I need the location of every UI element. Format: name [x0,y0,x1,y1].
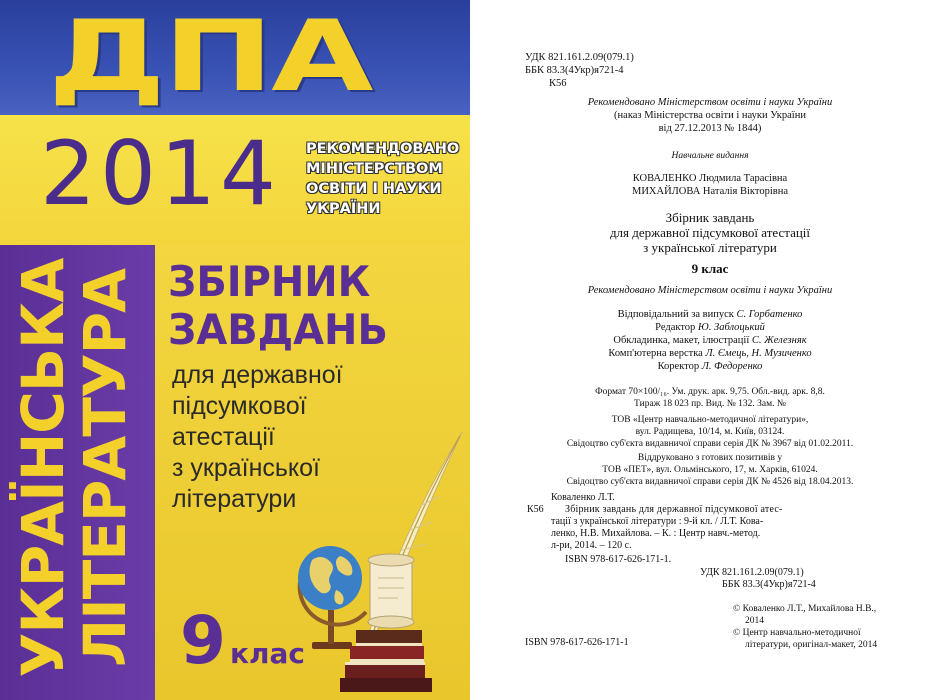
book-grade: 9 клас [691,261,729,276]
grade-number: 9 [180,602,226,679]
printer-line-3: Свідоцтво суб'єкта видавничої справи серія ДК № 4526 від 18.04.2013. [566,477,854,487]
udk: УДК 821.161.2.09(079.1) [525,52,634,63]
author-1: КОВАЛЕНКО Людмила Тарасівна [632,173,788,184]
cover-year: 2014 [40,122,280,225]
recommended-line: УКРАЇНИ [306,201,381,217]
subject-line: УКРАЇНСЬКА [9,258,77,678]
book-title-2: для державної підсумкової атестації [609,225,811,240]
credit-line [545,347,875,360]
title-line: ЗБІРНИК [168,257,371,306]
order-date: від 27.12.2013 № 1844) [658,123,762,134]
printer-line-1: Віддруковано з готових позитивів у [637,453,783,463]
order-note: (наказ Міністерства освіти і науки України [614,110,806,121]
catalog-isbn: ISBN 978-617-626-171-1. [565,554,672,565]
recommended-line: МІНІСТЕРСТВОМ [306,161,443,177]
subtitle-line: для державної [172,361,343,389]
credit-line [545,321,875,334]
credit-name: С. Горбатенко [736,309,803,320]
credit-role: Комп'ютерна верстка [608,348,706,359]
subtitle-line: атестації [172,423,275,451]
catalog-author: Коваленко Л.Т. [551,492,615,503]
publisher-line-2: вул. Радищева, 10/14, м. Київ, 03124. [635,427,785,437]
catalog-line-4: л-ри, 2014. – 120 с. [551,540,632,551]
recommended-note: Рекомендовано Міністерством освіти і науки України [587,97,833,108]
author-2: МИХАЙЛОВА Наталія Вікторівна [632,186,788,197]
isbn: ISBN 978-617-626-171-1 [525,637,629,648]
catalog-bbk: ББК 83.3(4Укр)я721-4 [722,579,816,590]
copyright-2: © Центр навчально-методичної [733,628,861,638]
credit-line [545,334,875,347]
format-line-1: Формат 70×100/₁₆. Ум. друк. арк. 9,75. Обл.-вид. арк. 8,8. [595,387,825,397]
subject-line: ЛІТЕРАТУРА [71,269,139,668]
credit-name: С. Железняк [751,335,807,346]
catalog-line-2: тації з української літератури : 9-й кл. / Л.Т. Кова- [551,516,764,527]
credit-line [545,360,875,373]
credit-name: Л. Федоренко [701,361,763,372]
credit-line [545,308,875,321]
book-title-3: з української літератури [643,240,777,255]
book-code: К56 [549,78,567,89]
recommended-line: ОСВІТИ І НАУКИ [306,181,442,197]
credit-name: Ю. Заблоцький [697,322,765,333]
copyright-1-year: 2014 [745,616,764,626]
recommended-line: РЕКОМЕНДОВАНО [306,141,460,157]
catalog-udk: УДК 821.161.2.09(079.1) [700,567,804,578]
credit-role: Відповідальний за випуск [617,309,737,320]
catalog-line-1: Збірник завдань для державної підсумкової атес- [565,504,783,515]
printer-line-2: ТОВ «ПЕТ», вул. Ольмінського, 17, м. Харків, 61024. [602,465,818,475]
credit-role: Обкладинка, макет, ілюстрації [613,335,752,346]
credit-role: Редактор [655,322,698,333]
bbk: ББК 83.3(4Укр)я721-4 [525,65,624,76]
credit-role: Коректор [657,361,702,372]
grade-label: клас [229,637,305,670]
copyright-2-detail: літератури, оригінал-макет, 2014 [745,640,878,650]
subtitle-line: з української [172,454,320,482]
cover-dpa-title: ДПА [48,0,371,114]
format-line-2: Тираж 18 023 пр. Вид. № 132. Зам. № [634,399,786,409]
copyright-1: © Коваленко Л.Т., Михайлова Н.В., [733,604,877,614]
catalog-line-3: ленко, Н.В. Михайлова. – К. : Центр навч.-метод. [551,528,761,539]
publisher-line-1: ТОВ «Центр навчально-методичної літератури», [611,415,809,425]
credit-name: Л. Ємець, Н. Музиченко [705,348,812,359]
title-line: ЗАВДАНЬ [168,305,388,354]
subtitle-line: підсумкової [172,392,307,420]
book-title-1: Збірник завдань [665,210,755,225]
edition-type: Навчальне видання [671,151,749,161]
catalog-code: К56 [527,504,544,515]
publisher-line-3: Свідоцтво суб'єкта видавничої справи серія ДК № 3967 від 01.02.2011. [566,439,854,449]
subtitle-line: літератури [172,485,297,513]
recommended-note-2: Рекомендовано Міністерством освіти і науки України [587,285,833,296]
